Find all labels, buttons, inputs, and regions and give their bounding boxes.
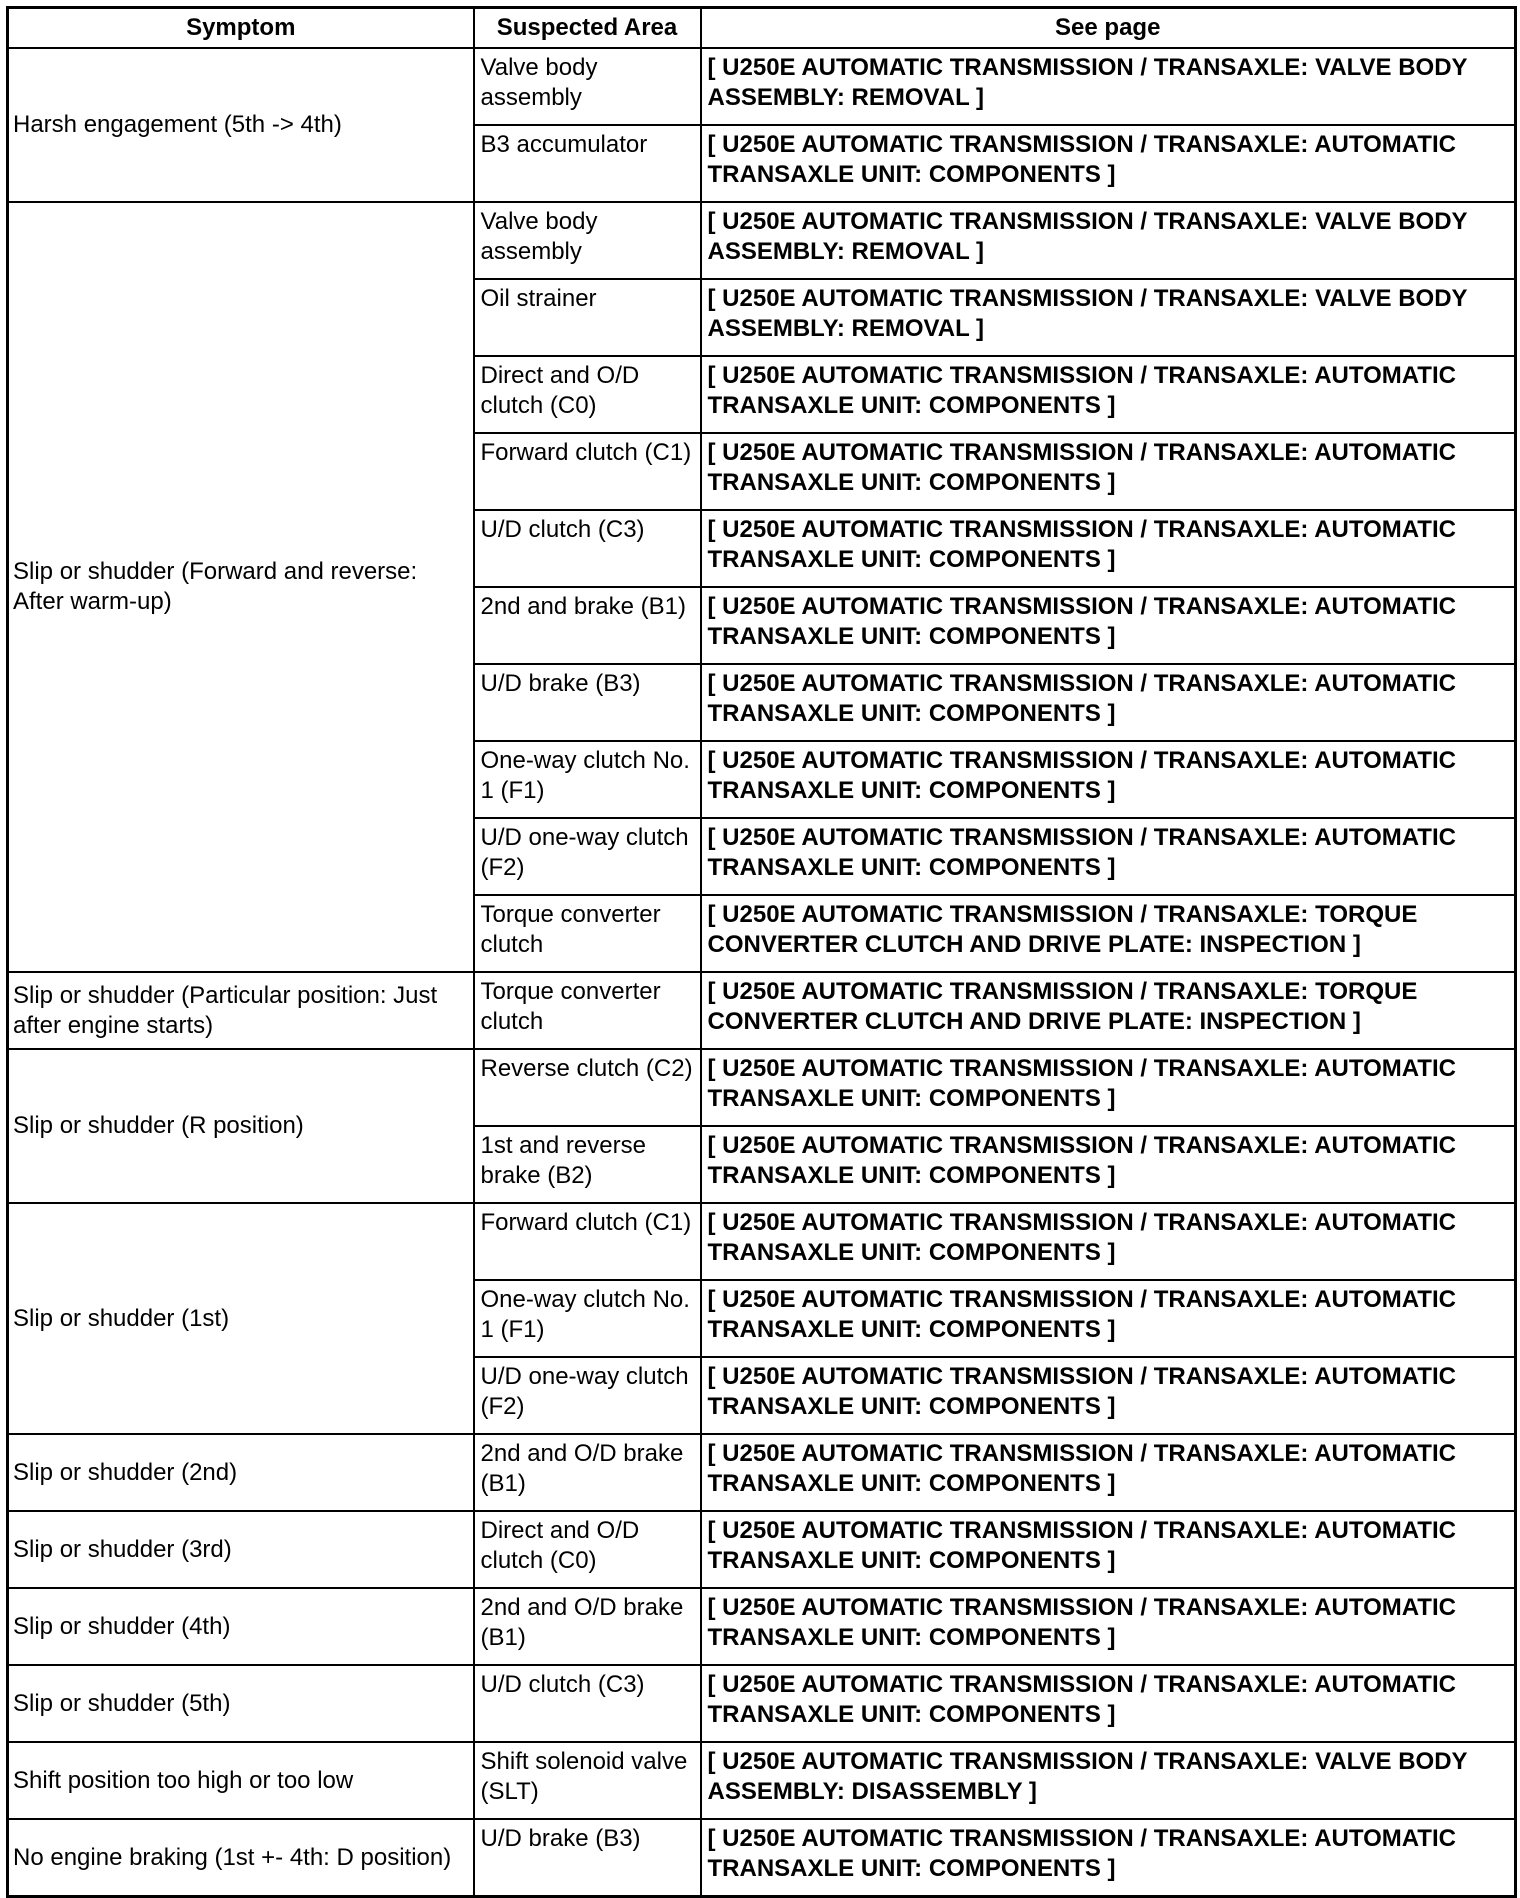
table-row — [8, 1049, 1516, 1126]
suspected-area-cell: Oil strainer — [474, 279, 701, 356]
table-row — [8, 1203, 1516, 1280]
symptom-cell: Slip or shudder (3rd) — [8, 1511, 474, 1588]
suspected-area-cell: Valve body assembly — [474, 48, 701, 125]
symptom-cell: Slip or shudder (Forward and reverse: After warm-up) — [8, 202, 474, 972]
see-page-reference: [ U250E AUTOMATIC TRANSMISSION / TRANSAXLE: AUTOMATIC TRANSAXLE UNIT: COMPONENTS ] — [701, 1126, 1516, 1203]
see-page-reference: [ U250E AUTOMATIC TRANSMISSION / TRANSAXLE: AUTOMATIC TRANSAXLE UNIT: COMPONENTS ] — [701, 1203, 1516, 1280]
see-page-reference: [ U250E AUTOMATIC TRANSMISSION / TRANSAXLE: VALVE BODY ASSEMBLY: REMOVAL ] — [701, 48, 1516, 125]
see-page-reference: [ U250E AUTOMATIC TRANSMISSION / TRANSAXLE: AUTOMATIC TRANSAXLE UNIT: COMPONENTS ] — [701, 1280, 1516, 1357]
see-page-reference: [ U250E AUTOMATIC TRANSMISSION / TRANSAXLE: AUTOMATIC TRANSAXLE UNIT: COMPONENTS ] — [701, 510, 1516, 587]
header-row — [8, 8, 1516, 49]
see-page-reference: [ U250E AUTOMATIC TRANSMISSION / TRANSAXLE: TORQUE CONVERTER CLUTCH AND DRIVE PLATE: INSPECTION ] — [701, 895, 1516, 972]
suspected-area-cell: Direct and O/D clutch (C0) — [474, 356, 701, 433]
suspected-area-cell: Direct and O/D clutch (C0) — [474, 1511, 701, 1588]
table-row — [8, 1588, 1516, 1665]
symptom-cell: Slip or shudder (5th) — [8, 1665, 474, 1742]
suspected-area-cell: Torque converter clutch — [474, 972, 701, 1049]
symptom-cell: Slip or shudder (1st) — [8, 1203, 474, 1434]
suspected-area-cell: Valve body assembly — [474, 202, 701, 279]
see-page-reference: [ U250E AUTOMATIC TRANSMISSION / TRANSAXLE: AUTOMATIC TRANSAXLE UNIT: COMPONENTS ] — [701, 1434, 1516, 1511]
suspected-area-cell: U/D clutch (C3) — [474, 510, 701, 587]
suspected-area-cell: One-way clutch No. 1 (F1) — [474, 741, 701, 818]
table-row — [8, 1434, 1516, 1511]
see-page-reference: [ U250E AUTOMATIC TRANSMISSION / TRANSAXLE: AUTOMATIC TRANSAXLE UNIT: COMPONENTS ] — [701, 1588, 1516, 1665]
see-page-reference: [ U250E AUTOMATIC TRANSMISSION / TRANSAXLE: AUTOMATIC TRANSAXLE UNIT: COMPONENTS ] — [701, 1819, 1516, 1897]
symptom-table — [6, 6, 1517, 1898]
table-row — [8, 1511, 1516, 1588]
see-page-reference: [ U250E AUTOMATIC TRANSMISSION / TRANSAXLE: TORQUE CONVERTER CLUTCH AND DRIVE PLATE: INSPECTION ] — [701, 972, 1516, 1049]
table-row — [8, 972, 1516, 1049]
see-page-reference: [ U250E AUTOMATIC TRANSMISSION / TRANSAXLE: VALVE BODY ASSEMBLY: REMOVAL ] — [701, 279, 1516, 356]
suspected-area-cell: U/D brake (B3) — [474, 664, 701, 741]
symptom-cell: No engine braking (1st +- 4th: D position) — [8, 1819, 474, 1897]
see-page-reference: [ U250E AUTOMATIC TRANSMISSION / TRANSAXLE: VALVE BODY ASSEMBLY: REMOVAL ] — [701, 202, 1516, 279]
see-page-reference: [ U250E AUTOMATIC TRANSMISSION / TRANSAXLE: AUTOMATIC TRANSAXLE UNIT: COMPONENTS ] — [701, 356, 1516, 433]
suspected-area-cell: 2nd and brake (B1) — [474, 587, 701, 664]
symptom-header: Symptom — [8, 8, 474, 49]
suspected-area-cell: Forward clutch (C1) — [474, 1203, 701, 1280]
symptom-cell: Harsh engagement (5th -> 4th) — [8, 48, 474, 202]
suspected-area-cell: U/D one-way clutch (F2) — [474, 1357, 701, 1434]
see-page-reference: [ U250E AUTOMATIC TRANSMISSION / TRANSAXLE: AUTOMATIC TRANSAXLE UNIT: COMPONENTS ] — [701, 741, 1516, 818]
suspected-area-cell: One-way clutch No. 1 (F1) — [474, 1280, 701, 1357]
table-row — [8, 1665, 1516, 1742]
table-row — [8, 1819, 1516, 1897]
see-page-reference: [ U250E AUTOMATIC TRANSMISSION / TRANSAXLE: AUTOMATIC TRANSAXLE UNIT: COMPONENTS ] — [701, 664, 1516, 741]
suspected-area-cell: B3 accumulator — [474, 125, 701, 202]
see-page-header: See page — [701, 8, 1516, 49]
see-page-reference: [ U250E AUTOMATIC TRANSMISSION / TRANSAXLE: AUTOMATIC TRANSAXLE UNIT: COMPONENTS ] — [701, 125, 1516, 202]
see-page-reference: [ U250E AUTOMATIC TRANSMISSION / TRANSAXLE: VALVE BODY ASSEMBLY: DISASSEMBLY ] — [701, 1742, 1516, 1819]
see-page-reference: [ U250E AUTOMATIC TRANSMISSION / TRANSAXLE: AUTOMATIC TRANSAXLE UNIT: COMPONENTS ] — [701, 818, 1516, 895]
suspected-area-cell: Reverse clutch (C2) — [474, 1049, 701, 1126]
suspected-area-cell: U/D one-way clutch (F2) — [474, 818, 701, 895]
symptom-cell: Slip or shudder (4th) — [8, 1588, 474, 1665]
see-page-reference: [ U250E AUTOMATIC TRANSMISSION / TRANSAXLE: AUTOMATIC TRANSAXLE UNIT: COMPONENTS ] — [701, 1665, 1516, 1742]
suspected-area-header: Suspected Area — [474, 8, 701, 49]
table-row — [8, 48, 1516, 125]
see-page-reference: [ U250E AUTOMATIC TRANSMISSION / TRANSAXLE: AUTOMATIC TRANSAXLE UNIT: COMPONENTS ] — [701, 1049, 1516, 1126]
table-body — [8, 48, 1516, 1897]
suspected-area-cell: U/D brake (B3) — [474, 1819, 701, 1897]
see-page-reference: [ U250E AUTOMATIC TRANSMISSION / TRANSAXLE: AUTOMATIC TRANSAXLE UNIT: COMPONENTS ] — [701, 1511, 1516, 1588]
symptom-cell: Slip or shudder (2nd) — [8, 1434, 474, 1511]
see-page-reference: [ U250E AUTOMATIC TRANSMISSION / TRANSAXLE: AUTOMATIC TRANSAXLE UNIT: COMPONENTS ] — [701, 587, 1516, 664]
table-row — [8, 1742, 1516, 1819]
table-row — [8, 202, 1516, 279]
see-page-reference: [ U250E AUTOMATIC TRANSMISSION / TRANSAXLE: AUTOMATIC TRANSAXLE UNIT: COMPONENTS ] — [701, 1357, 1516, 1434]
see-page-reference: [ U250E AUTOMATIC TRANSMISSION / TRANSAXLE: AUTOMATIC TRANSAXLE UNIT: COMPONENTS ] — [701, 433, 1516, 510]
suspected-area-cell: Forward clutch (C1) — [474, 433, 701, 510]
document-page — [6, 6, 1517, 1898]
suspected-area-cell: 1st and reverse brake (B2) — [474, 1126, 701, 1203]
suspected-area-cell: U/D clutch (C3) — [474, 1665, 701, 1742]
symptom-cell: Shift position too high or too low — [8, 1742, 474, 1819]
suspected-area-cell: 2nd and O/D brake (B1) — [474, 1588, 701, 1665]
symptom-cell: Slip or shudder (R position) — [8, 1049, 474, 1203]
suspected-area-cell: Shift solenoid valve (SLT) — [474, 1742, 701, 1819]
symptom-cell: Slip or shudder (Particular position: Just after engine starts) — [8, 972, 474, 1049]
suspected-area-cell: Torque converter clutch — [474, 895, 701, 972]
suspected-area-cell: 2nd and O/D brake (B1) — [474, 1434, 701, 1511]
